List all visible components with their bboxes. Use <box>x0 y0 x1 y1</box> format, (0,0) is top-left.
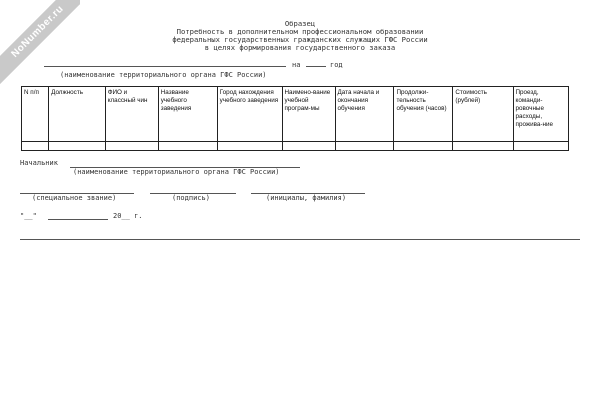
column-header: Наимено-вание учебной програм-мы <box>282 87 335 142</box>
table-cell[interactable] <box>394 142 453 151</box>
watermark-text: NoNumber.ru <box>0 0 80 86</box>
table-cell[interactable] <box>217 142 282 151</box>
organ-caption: (наименование территориального органа ГФС России) <box>60 71 267 79</box>
table-cell[interactable] <box>282 142 335 151</box>
column-header: Дата начала и окончания обучения <box>335 87 394 142</box>
column-header: Стоимость (рублей) <box>453 87 513 142</box>
column-header: Проезд, команди-ровочные расходы, прожива-ние <box>513 87 568 142</box>
signature-caption: (подпись) <box>172 194 210 202</box>
column-header: Город нахождения учебного заведения <box>217 87 282 142</box>
table-cell[interactable] <box>158 142 217 151</box>
document-title-line-1: Потребность в дополнительном профессиональном образовании <box>176 27 424 36</box>
document-title-line-2: федеральных государственных гражданских служащих ГФС России <box>172 35 428 44</box>
column-header: Продолжи-тельность обучения (часов) <box>394 87 453 142</box>
table-header-row <box>22 87 569 142</box>
year-field <box>306 66 326 67</box>
column-header: ФИО и классный чин <box>105 87 158 142</box>
column-header: Должность <box>49 87 106 142</box>
rank-caption: (специальное звание) <box>32 194 117 202</box>
sample-label: Образец <box>284 19 316 28</box>
date-day: "__" <box>20 212 37 220</box>
table-cell[interactable] <box>49 142 106 151</box>
table-cell[interactable] <box>453 142 513 151</box>
page-divider <box>20 239 580 240</box>
table-cell[interactable] <box>335 142 394 151</box>
date-year: 20__ г. <box>113 212 143 220</box>
year-suffix: год <box>330 61 343 69</box>
column-header: N п/п <box>22 87 49 142</box>
training-needs-table <box>21 86 569 151</box>
table-cell[interactable] <box>513 142 568 151</box>
document-title-line-3: в целях формирования государственного заказа <box>204 43 396 52</box>
organ-name-field <box>44 66 286 67</box>
chief-organ-caption: (наименование территориального органа ГФС России) <box>73 168 280 176</box>
table-cell[interactable] <box>22 142 49 151</box>
table-row <box>22 142 569 151</box>
name-caption: (инициалы, фамилия) <box>266 194 347 202</box>
year-prefix: на <box>292 61 301 69</box>
table-cell[interactable] <box>105 142 158 151</box>
column-header: Название учебного заведения <box>158 87 217 142</box>
date-month-field <box>48 219 108 220</box>
chief-label: Начальник <box>20 159 58 167</box>
